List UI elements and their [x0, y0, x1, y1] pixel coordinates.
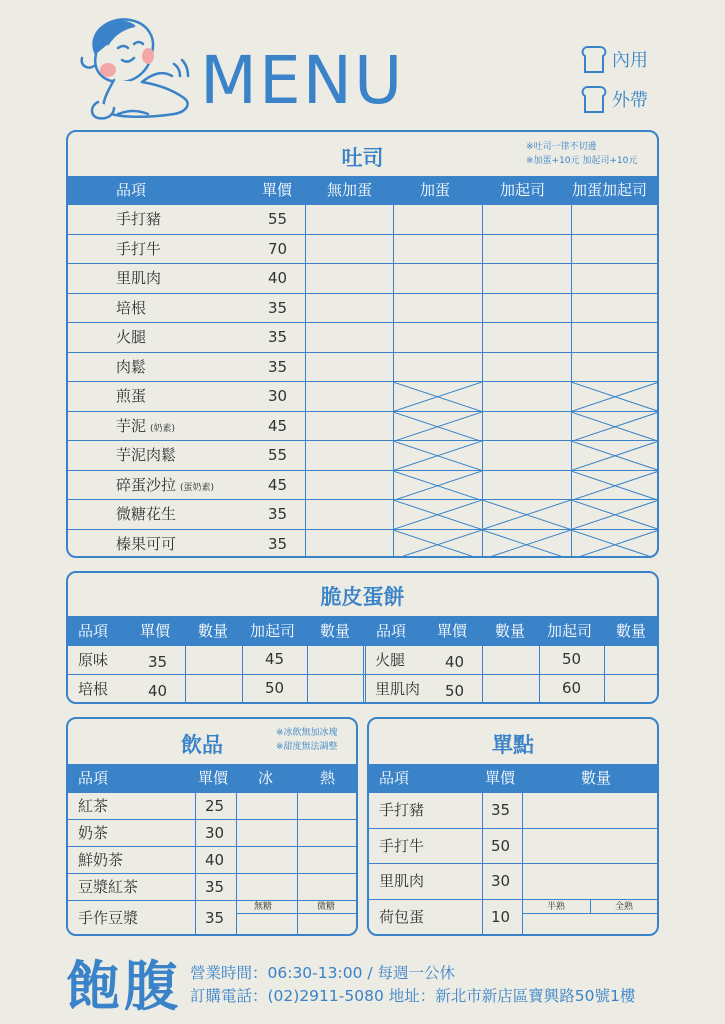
business-hours: 營業時間：06:30-13:00 / 每週一公休 [190, 964, 456, 982]
sugar-options [236, 901, 356, 914]
drink-row [68, 847, 356, 874]
unavailable-cross [571, 471, 659, 501]
unavailable-cross [393, 382, 482, 412]
header-item: 品項 [379, 769, 410, 787]
item-price: 35 [205, 909, 225, 927]
header-price: 單價 [437, 622, 468, 640]
header-no-egg: 無加蛋 [327, 181, 373, 199]
toast-table-header [68, 176, 657, 205]
item-price: 35 [205, 878, 225, 896]
hot-qty-cell[interactable] [298, 874, 358, 900]
drink-row [68, 901, 356, 935]
item-price: 40 [445, 653, 465, 671]
header-qty: 數量 [616, 622, 647, 640]
doneness-options [522, 900, 657, 914]
toast-bread-icon [580, 84, 608, 114]
item-price: 55 [268, 210, 288, 228]
drinks-note-1: ※冰飲無加冰塊 [276, 728, 338, 738]
drink-row [68, 793, 356, 820]
item-name: 芋泥 (奶素) [116, 416, 176, 435]
header-item: 品項 [78, 769, 109, 787]
item-price: 35 [268, 328, 288, 346]
qty-cell-cheese[interactable] [483, 382, 571, 411]
dine-in-label: 內用 [612, 50, 648, 71]
sides-panel [367, 717, 659, 936]
item-price: 35 [268, 298, 288, 317]
qty-cell-no-egg[interactable] [306, 441, 393, 470]
cheese-price: 60 [562, 679, 582, 697]
item-price: 50 [445, 682, 465, 700]
toast-row [68, 264, 657, 294]
header-item: 品項 [116, 181, 147, 199]
qty-cell-no-egg[interactable] [306, 205, 393, 234]
item-price: 30 [491, 872, 511, 890]
toast-row [68, 441, 657, 471]
takeout-option[interactable] [580, 84, 648, 114]
toast-row [68, 500, 657, 530]
crepe-title: 脆皮蛋餅 [320, 585, 405, 609]
toast-bread-icon [580, 44, 608, 74]
takeout-label: 外帶 [612, 90, 648, 111]
qty-cell-cheese[interactable] [483, 471, 571, 500]
unavailable-cross [571, 382, 659, 412]
item-name: 手打豬 [379, 801, 425, 819]
qty-cell-cheese[interactable] [483, 294, 571, 323]
header-cheese: 加起司 [500, 181, 546, 199]
sugar-free-option[interactable]: 無糖 [254, 902, 273, 912]
mascot-illustration [78, 14, 198, 126]
drink-row [68, 820, 356, 847]
item-price: 40 [205, 851, 225, 869]
drinks-table-header [68, 764, 356, 793]
header-egg-cheese: 加蛋加起司 [572, 181, 648, 199]
item-name: 紅茶 [78, 797, 109, 815]
brand-logo: 飽腹 [66, 955, 182, 1018]
qty-cell-no-egg[interactable] [306, 353, 393, 382]
item-price: 30 [205, 824, 225, 842]
sides-table-body [369, 793, 657, 934]
item-price: 40 [148, 682, 168, 700]
header-cheese: 加起司 [547, 622, 593, 640]
header-price: 單價 [485, 769, 516, 787]
item-price: 35 [491, 801, 511, 819]
qty-cell-no-egg[interactable] [306, 235, 393, 264]
side-row [369, 829, 657, 865]
qty-cell-cheese[interactable] [483, 412, 571, 441]
cheese-price: 50 [562, 650, 582, 668]
toast-panel [66, 130, 659, 558]
ice-qty-cell[interactable] [237, 847, 296, 873]
item-name: 鮮奶茶 [78, 851, 124, 869]
item-name: 碎蛋沙拉 (蛋奶素) [116, 475, 215, 494]
toast-note-2: ※加蛋+10元 加起司+10元 [526, 156, 638, 166]
qty-cell-egg[interactable] [394, 323, 482, 352]
qty-cell-no-egg[interactable] [306, 382, 393, 411]
side-row [369, 900, 657, 936]
qty-cell-egg-cheese[interactable] [572, 205, 659, 234]
qty-cell[interactable] [523, 829, 657, 864]
ice-qty-cell[interactable] [237, 820, 296, 846]
qty-cell-cheese[interactable] [483, 264, 571, 293]
qty-cell-egg-cheese[interactable] [572, 294, 659, 323]
crepe-row [68, 646, 657, 675]
crepe-row [68, 675, 657, 704]
qty-cell-no-egg[interactable] [306, 294, 393, 323]
toast-notes [526, 140, 637, 168]
unavailable-cross [393, 530, 482, 559]
qty-cell-no-egg[interactable] [306, 471, 393, 500]
header-hot: 熱 [320, 769, 336, 787]
toast-row [68, 323, 657, 353]
item-name: 煎蛋 [116, 387, 147, 405]
qty-cell-no-egg[interactable] [306, 530, 393, 559]
item-name: 豆漿紅茶 [78, 878, 139, 896]
item-name: 肉鬆 [116, 357, 147, 376]
qty-cell-egg-cheese[interactable] [572, 264, 659, 293]
drinks-table-body [68, 793, 356, 934]
qty-cell-egg[interactable] [394, 353, 482, 382]
ice-qty-cell[interactable] [237, 874, 296, 900]
item-price: 70 [268, 239, 288, 258]
item-price: 45 [268, 475, 288, 494]
qty-cell[interactable] [186, 675, 242, 704]
hot-qty-cell[interactable] [298, 847, 358, 873]
toast-table-body [68, 205, 657, 556]
qty-cell-cheese[interactable] [483, 205, 571, 234]
unavailable-cross [571, 412, 659, 442]
cheese-qty-cell[interactable] [605, 675, 659, 704]
drinks-notes [276, 726, 338, 754]
unavailable-cross [393, 441, 482, 471]
item-name: 火腿 [375, 651, 406, 669]
header-price: 單價 [140, 622, 171, 640]
header-price: 單價 [262, 181, 293, 199]
contact-info: 訂購電話：(02)2911-5080 地址：新北市新店區寶興路50號1樓 [190, 987, 636, 1005]
qty-cell-no-egg[interactable] [306, 500, 393, 529]
item-tag: (奶素) [150, 423, 176, 434]
item-name: 里肌肉 [375, 680, 421, 698]
toast-note-1: ※吐司一律不切邊 [526, 142, 597, 152]
item-name: 手打牛 [379, 836, 425, 855]
qty-cell-egg[interactable] [394, 205, 482, 234]
ice-qty-cell[interactable] [237, 793, 296, 819]
low-sugar-option[interactable]: 微糖 [317, 902, 336, 912]
qty-cell-no-egg[interactable] [306, 412, 393, 441]
sides-table-header [369, 764, 657, 793]
item-price: 10 [491, 907, 511, 926]
unavailable-cross [571, 530, 659, 559]
unavailable-cross [393, 412, 482, 442]
toast-row [68, 412, 657, 442]
dine-in-option[interactable] [580, 44, 648, 74]
drinks-panel [66, 717, 358, 936]
cheese-qty-cell[interactable] [605, 646, 659, 674]
fully-cooked-option[interactable]: 全熟 [615, 901, 634, 912]
header-cheese: 加起司 [250, 622, 296, 640]
toast-row [68, 471, 657, 501]
qty-cell-cheese[interactable] [483, 441, 571, 470]
toast-row [68, 205, 657, 235]
side-row [369, 793, 657, 829]
item-name: 里肌肉 [116, 269, 162, 287]
qty-cell-cheese[interactable] [483, 353, 571, 382]
header-ice: 冰 [258, 769, 274, 787]
item-name: 火腿 [116, 328, 147, 346]
header-egg: 加蛋 [420, 181, 451, 199]
header-qty: 數量 [320, 622, 351, 640]
qty-cell-cheese[interactable] [483, 235, 571, 264]
item-price: 35 [268, 505, 288, 523]
toast-row [68, 294, 657, 324]
item-name: 芋泥肉鬆 [116, 446, 177, 464]
qty-cell[interactable] [523, 793, 657, 828]
side-row [369, 864, 657, 900]
menu-title: MENU [200, 42, 405, 119]
sides-title: 單點 [492, 733, 534, 757]
item-price: 50 [491, 836, 511, 855]
unavailable-cross [571, 441, 659, 471]
drink-row [68, 874, 356, 901]
item-name: 奶茶 [78, 824, 109, 842]
qty-cell[interactable] [523, 864, 657, 899]
item-tag: (蛋奶素) [180, 482, 215, 493]
qty-cell-no-egg[interactable] [306, 264, 393, 293]
hot-qty-cell[interactable] [298, 793, 358, 819]
item-price: 35 [268, 534, 288, 553]
item-name: 手作豆漿 [78, 909, 139, 927]
cheese-price: 50 [265, 679, 285, 697]
item-name: 里肌肉 [379, 872, 425, 890]
item-price: 55 [268, 446, 288, 464]
item-price: 35 [268, 357, 288, 376]
item-price: 30 [268, 387, 288, 405]
qty-cell-egg[interactable] [394, 294, 482, 323]
header-qty: 數量 [495, 622, 526, 640]
crepe-panel [66, 571, 659, 704]
hot-qty-cell[interactable] [298, 820, 358, 846]
item-price: 25 [205, 797, 225, 815]
item-price: 45 [268, 416, 288, 435]
header-qty: 數量 [581, 769, 612, 787]
toast-row [68, 382, 657, 412]
crepe-table-body [68, 646, 657, 702]
unavailable-cross [393, 471, 482, 501]
header-qty: 數量 [198, 622, 229, 640]
header-item: 品項 [376, 622, 407, 640]
toast-title: 吐司 [341, 146, 384, 170]
qty-cell[interactable] [483, 646, 539, 674]
item-name: 微糖花生 [116, 505, 177, 523]
toast-row [68, 353, 657, 383]
unavailable-cross [482, 530, 571, 559]
drinks-note-2: ※甜度無法調整 [276, 742, 338, 752]
item-name: 荷包蛋 [379, 907, 425, 926]
header-item: 品項 [78, 622, 109, 640]
drinks-title: 飲品 [181, 733, 223, 757]
header-price: 單價 [198, 769, 229, 787]
toast-row [68, 235, 657, 265]
crepe-table-header [68, 616, 657, 646]
item-price: 40 [268, 269, 288, 287]
qty-cell-egg-cheese[interactable] [572, 323, 659, 352]
toast-row [68, 530, 657, 559]
unavailable-cross [571, 500, 659, 530]
qty-cell[interactable] [186, 646, 242, 674]
item-name: 原味 [78, 651, 109, 669]
item-name: 榛果可可 [116, 534, 177, 553]
item-price: 35 [148, 653, 168, 671]
unavailable-cross [393, 500, 482, 530]
cheese-qty-cell[interactable] [308, 646, 364, 674]
qty-cell-egg[interactable] [394, 235, 482, 264]
half-cooked-option[interactable]: 半熟 [547, 901, 566, 912]
item-name: 培根 [78, 680, 109, 698]
item-name: 培根 [116, 298, 147, 317]
cheese-qty-cell[interactable] [308, 675, 364, 704]
item-name: 手打豬 [116, 210, 162, 228]
cheese-price: 45 [265, 650, 285, 668]
unavailable-cross [482, 500, 571, 530]
qty-cell-egg-cheese[interactable] [572, 235, 659, 264]
qty-cell-egg[interactable] [394, 264, 482, 293]
qty-cell-egg-cheese[interactable] [572, 353, 659, 382]
qty-cell-no-egg[interactable] [306, 323, 393, 352]
item-name: 手打牛 [116, 239, 162, 258]
qty-cell[interactable] [483, 675, 539, 704]
qty-cell-cheese[interactable] [483, 323, 571, 352]
